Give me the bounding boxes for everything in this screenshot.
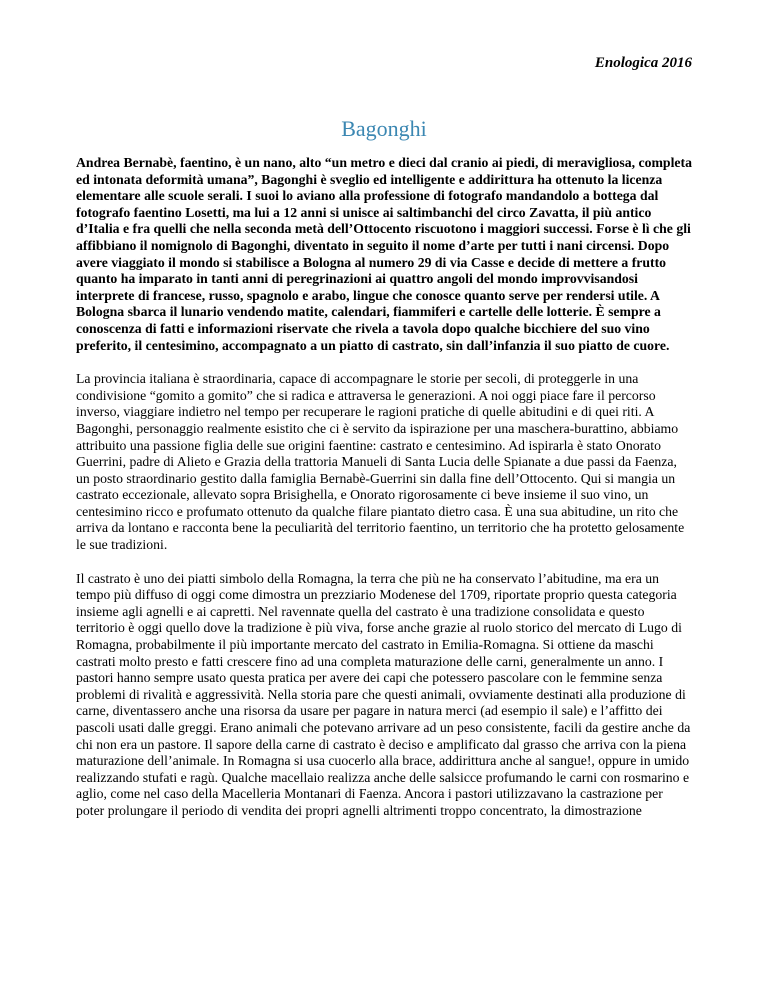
running-header: Enologica 2016	[594, 55, 692, 71]
document-title: Bagonghi	[341, 116, 427, 141]
document-body	[76, 155, 692, 837]
body-paragraph: La provincia italiana è straordinaria, capace di accompagnare le storie per secoli, di proteggerle in una condivisione “gomito a gomito” che si radica e attraversa le generazioni. A noi oggi piace fare il percorso inverso, viaggiare indietro nel tempo per recuperare le ragioni pratiche di quelle abitudini e di quei riti. A Bagonghi, personaggio realmente esistito che ci è servito da ispirazione per una maschera-burattino, abbiamo attribuito una passione figlia delle sue origini faentine: castrato e centesimino. Ad ispirarla è stato Onorato Guerrini, padre di Alieto e Grazia della trattoria Manueli di Santa Lucia delle Spianate a due passi da Faenza, un posto straordinario gestito dalla famiglia Bernabè-Guerrini sin dalla fine dell’Ottocento. Qui si mangia un castrato eccezionale, allevato sopra Brisighella, e Onorato rigorosamente ci beve insieme il suo vino, un centesimino ricco e profumato ottenuto da qualche filare piantato dietro casa. È una sua abitudine, un rito che arriva da lontano e racconta bene la peculiarità del territorio faentino, un territorio che ha protetto gelosamente le sue tradizioni.	[76, 371, 685, 553]
intro-paragraph: Andrea Bernabè, faentino, è un nano, alto “un metro e dieci dal cranio ai piedi, di meravigliosa, completa ed intonata deformità umana”, Bagonghi è sveglio ed intelligente e addirittura ha ottenuto la licenza elementare alle scuole serali. I suoi lo aviano alla professione di fotografo mandandolo a bottega dal fotografo faentino Losetti, ma lui a 12 anni si unisce ai saltimbanchi del circo Zavatta, il più antico d’Italia e fra quelli che nella seconda metà dell’Ottocento riscuotono i maggiori successi. Forse è lì che gli affibbiano il nomignolo di Bagonghi, diventato in seguito il nome d’arte per tutti i nani circensi. Dopo avere viaggiato il mondo si stabilisce a Bologna al numero 29 di via Casse e decide di mettere a frutto quanto ha imparato in tanti anni di peregrinazioni ai quattro angoli del mondo improvvisandosi interprete di francese, russo, spagnolo e arabo, lingue che conosce quanto serve per rendersi utile. A Bologna sbarca il lunario vendendo matite, calendari, fiammiferi e cartelle delle lotterie. È sempre a conoscenza di fatti e informazioni riservate che rivela a tavola dopo qualche bicchiere del suo vino preferito, il centesimino, accompagnato a un piatto di castrato, sin dall’infanzia il suo piatto de cuore.	[76, 155, 692, 353]
body-paragraph: Il castrato è uno dei piatti simbolo della Romagna, la terra che più ne ha conservato l’abitudine, ma era un tempo più diffuso di oggi come dimostra un prezziario Modenese del 1709, riportate proprio questa categoria insieme agli agnelli e ai capretti. Nel ravennate quella del castrato è una tradizione consolidata e questo territorio è oggi quello dove la tradizione è più viva, forse anche grazie al ruolo storico del mercato di Lugo di Romagna, probabilmente il più importante mercato del castrato in Emilia-Romagna. Si ottiene da maschi castrati molto presto e fatti crescere fino ad una completa maturazione delle carni, generalmente un anno. I pastori hanno sempre usato questa pratica per avere dei capi che potessero pascolare con le femmine senza problemi di rivalità e aggressività. Nella storia pare che questi animali, ovviamente destinati alla produzione di carne, diventassero anche una risorsa da usare per pagare in natura merci (ad esempio il sale) e l’affitto dei pascoli usati dalle greggi. Erano animali che potevano arrivare ad un peso consistente, facili da gestire anche da chi non era un pastore. Il sapore della carne di castrato è deciso e amplificato dal grasso che arriva con la piena maturazione dell’animale. In Romagna si usa cuocerlo alla brace, addirittura anche al sangue!, oppure in umido realizzando stufati e ragù. Qualche macellaio realizza anche delle salsicce profumando le carni con rosmarino e aglio, come nel caso della Macelleria Montanari di Faenza. Ancora i pastori utilizzavano la castrazione per poter prolungare il periodo di vendita dei propri agnelli altrimenti troppo concentrato, la dimostrazione	[76, 570, 691, 818]
